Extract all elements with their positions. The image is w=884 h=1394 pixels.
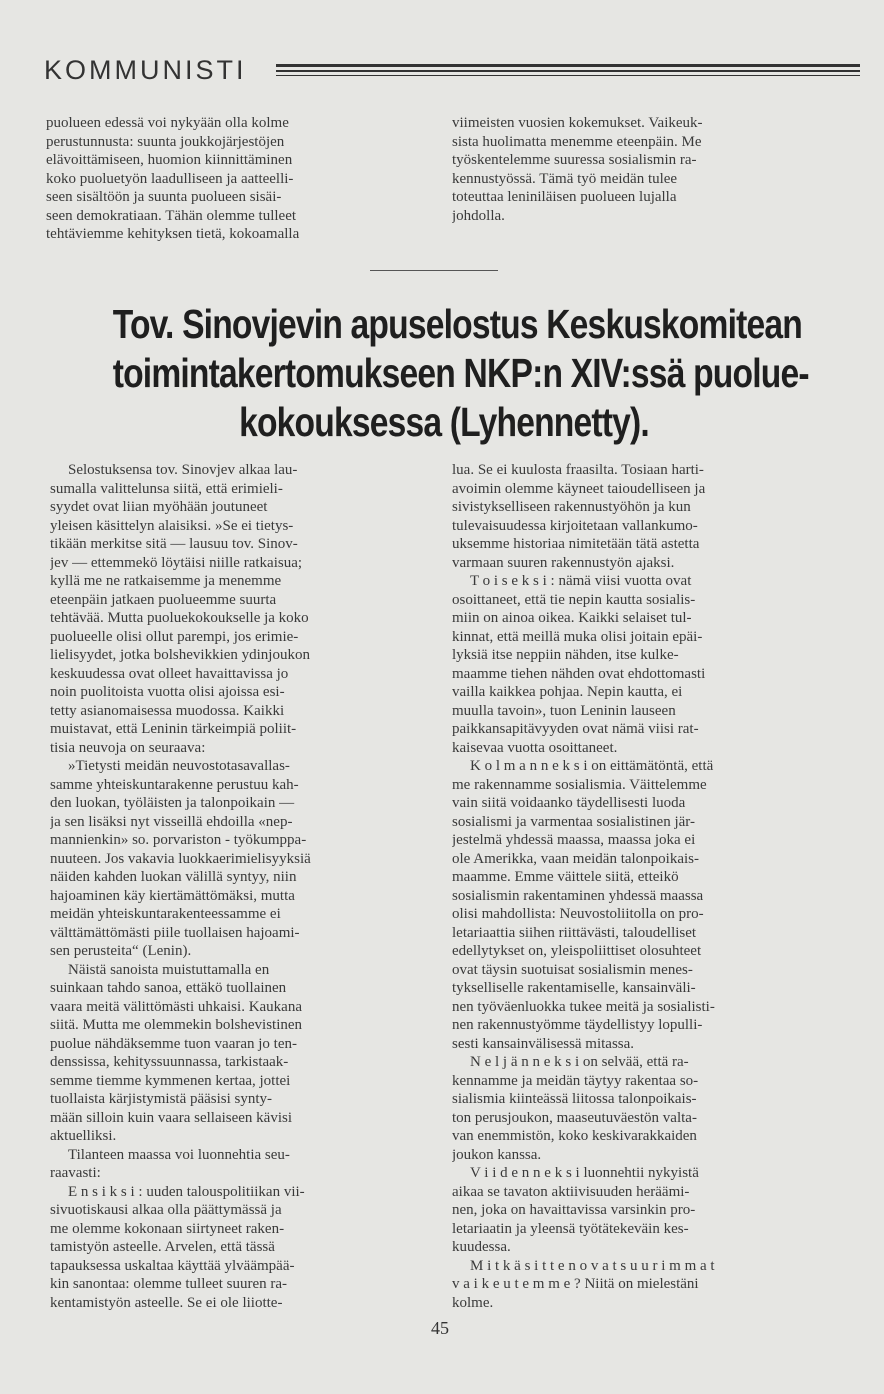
text-line: tehtäviemme kehityksen tietä, kokoamalla [46, 226, 300, 242]
intro-right-column [452, 114, 828, 225]
text-line: M i t k ä s i t t e n o v a t s u u r i m m a t [470, 1257, 715, 1274]
text-line: lielisyydet, jotka bolshevikkien ydinjoukon [50, 647, 310, 663]
text-line: eteenpäin jatkaen puolueemme suurta [50, 591, 277, 608]
text-line: sialismia kiinteässä liitossa talonpoikais- [452, 1091, 697, 1107]
text-line: näiden kahden luokan välillä syntyy, niin [50, 869, 297, 885]
text-line: siitä. Mutta me olemmekin bolshevistinen [50, 1017, 303, 1033]
text-line: puolueelle olisi ollut parempi, jos erimie- [50, 628, 299, 645]
text-line: lua. Se ei kuulosta fraasilta. Tosiaan harti- [452, 462, 704, 478]
text-line: den luokan, työläisten ja talonpoikain — [50, 795, 295, 811]
text-line: muulla tavoin», tuon Leninin lauseen [452, 702, 676, 719]
text-line: miin on ainoa oikea. Kaikki selaiset tul- [452, 610, 692, 626]
text-line: tapauksessa uskaltaa käyttää ylväämpää- [50, 1257, 295, 1274]
text-line: denssissa, kehityssuunnassa, tarkistaak- [50, 1054, 289, 1070]
text-line: kyllä me ne ratkaisemme ja menemme [50, 573, 282, 589]
text-line: perustunnusta: suunta joukkojärjestöjen [46, 133, 285, 150]
text-line: suinkaan tahdo sanoa, ettäkö tuollainen [50, 980, 287, 996]
text-line: olisi mahdollista: Neuvostoliitolla on pro- [452, 906, 704, 922]
article-headline [112, 300, 809, 447]
text-line: vailla kaikkea pohjaa. Nepin kautta, ei [452, 684, 683, 700]
text-line: keskuudessa ovat olleet havaittavissa jo [50, 665, 289, 682]
text-line: edellytykset on, yleispoliittiset olosuhteet [452, 943, 702, 959]
text-line: syydet ovat liian myöhään joutuneet [50, 499, 268, 515]
text-line: me rakennamme sosialismia. Väittelemme [452, 776, 707, 793]
text-line: muistavat, että Leninin tärkeimpiä poliit- [50, 721, 297, 737]
text-line: seen sisältöön ja suunta puolueen sisäi- [46, 189, 282, 205]
text-line: tikään merkitse sitä — lausuu tov. Sinov- [50, 536, 298, 552]
text-line: samme yhteiskuntarakenne perustuu kah- [50, 776, 299, 793]
text-line: letariaatin ja yleensä työtätekeväin kes- [452, 1220, 689, 1237]
text-line: tulevaisuudessa kirjoitetaan vallankumo- [452, 517, 698, 534]
text-line: jev — ettemmekö löytäisi niille ratkaisua; [50, 554, 303, 571]
text-line: hajoaminen käy kiertämättömäksi, mutta [50, 887, 295, 904]
text-line: semme tiemme kymmenen kertaa, jottei [50, 1072, 291, 1089]
text-line: uksemme historiaa nimitetään tätä astetta [452, 536, 700, 552]
text-line: vain siitä voidaanko täydellisesti luoda [452, 795, 686, 811]
text-line: me olemme kokonaan siirtyneet raken- [50, 1220, 285, 1237]
text-line: välttämättömästi piile tuollaisen hajoami- [50, 924, 300, 941]
text-line: mannienkin» so. porvariston - työkumppa- [50, 832, 307, 848]
text-line: kolme. [452, 1294, 494, 1311]
text-line: työskentelemme suuressa sosialismin ra- [452, 152, 697, 168]
text-line: maamme. Emme väittele siitä, etteikö [452, 869, 679, 885]
text-line: T o i s e k s i : nämä viisi vuotta ovat [470, 573, 692, 589]
body-right-column [452, 461, 828, 1312]
text-line: V i i d e n n e k s i luonnehtii nykyistä [470, 1165, 699, 1181]
headline-line: toimintakertomukseen NKP:n XIV:ssä puolue- [112, 350, 809, 396]
text-line: nuuteen. Jos vakavia luokkaerimielisyyksiä [50, 850, 311, 867]
text-line: sosialismi ja varmentaa sosialistinen jär- [452, 813, 695, 830]
text-line: mään silloin kuin vaara sellaiseen kävisi [50, 1109, 293, 1126]
text-line: Tilanteen maassa voi luonnehtia seu- [68, 1146, 290, 1163]
text-line: aikaa se tavaton aktiivisuuden heräämi- [452, 1183, 690, 1200]
text-line: tisia neuvoja on seuraava: [50, 739, 206, 756]
text-line: kin sanontaa: olemme tulleet suuren ra- [50, 1276, 288, 1292]
text-line: lyksiä itse neppiin nähden, itse kulke- [452, 647, 679, 663]
text-line: kennamme ja meidän täytyy rakentaa so- [452, 1072, 699, 1089]
text-line: nen rakennustyömme täydellistyy lopulli- [452, 1017, 703, 1033]
text-line: puolue nähdäksemme tuon vaaran jo ten- [50, 1035, 298, 1052]
text-line: toteuttaa leniniläisen puolueen lujalla [452, 189, 677, 205]
text-line: tamistyön asteelle. Arvelen, että tässä [50, 1239, 275, 1255]
text-line: maamme tiehen nähden ovat ehdottomasti [452, 665, 706, 682]
text-line: tehtävää. Mutta puoluekokoukselle ja koko [50, 610, 309, 626]
text-line: koko puoluetyön laadulliseen ja aatteelli- [46, 170, 294, 187]
text-line: N e l j ä n n e k s i on selvää, että ra- [470, 1054, 689, 1070]
text-line: letariaattia siihen riittävästi, taloudelliset [452, 924, 697, 941]
text-line: sen perusteita“ (Lenin). [50, 943, 192, 959]
text-line: seen demokratiaan. Tähän olemme tulleet [46, 207, 297, 224]
text-line: varmaan suuren rakennustyön ajaksi. [452, 554, 675, 571]
text-line: tetty asianomaisessa muodossa. Kaikki [50, 702, 285, 719]
text-line: K o l m a n n e k s i on eittämätöntä, että [470, 758, 714, 774]
intro-left-column [46, 114, 420, 244]
text-line: tuollaista kärjistymistä pääsisi synty- [50, 1091, 273, 1107]
section-divider [370, 270, 498, 271]
text-line: van enemmistön, koko keskivarakkaiden [452, 1128, 697, 1144]
text-line: kentamistyön asteelle. Se ei ole liiotte- [50, 1294, 283, 1311]
text-line: kinnat, että meillä muka olisi joitain epäi- [452, 628, 703, 645]
text-line: avoimin olemme käyneet taioudelliseen ja [452, 480, 706, 497]
text-line: osoittaneet, että tie nepin kautta sosialis- [452, 591, 696, 608]
text-line: kuudessa. [452, 1239, 511, 1255]
text-line: nen työväenluokka tukee meitä ja sosialisti- [452, 998, 715, 1015]
text-line: meidän yhteiskuntarakenteessamme ei [50, 906, 281, 922]
text-line: Selostuksensa tov. Sinovjev alkaa lau- [68, 462, 298, 478]
text-line: noin puolitoista vuotta olisi ajoissa esi- [50, 684, 285, 700]
text-line: v a i k e u t e m m e ? Niitä on mielestäni [452, 1276, 699, 1292]
text-line: elävoittämiseen, huomion kiinnittäminen [46, 152, 293, 168]
text-line: Näistä sanoista muistuttamalla en [68, 961, 270, 978]
text-line: sosialismin rakentaminen yhdessä maassa [452, 887, 704, 904]
text-line: kennustyössä. Tämä työ meidän tulee [452, 170, 678, 187]
text-line: sumalla valittelunsa siitä, että erimieli- [50, 480, 283, 497]
text-line: kaisevaa vuotta osoittaneet. [452, 739, 618, 756]
text-line: jestelmä yhdessä maassa, maassa joka ei [452, 832, 696, 848]
text-line: viimeisten vuosien kokemukset. Vaikeuk- [452, 115, 703, 131]
text-line: puolueen edessä voi nykyään olla kolme [46, 115, 289, 131]
text-line: johdolla. [452, 207, 505, 224]
page-number: 45 [431, 1318, 449, 1338]
text-line: ja sen lisäksi nyt visseillä ehdoilla «nep- [50, 813, 293, 830]
body-left-column [50, 461, 424, 1312]
text-line: raavasti: [50, 1165, 101, 1181]
text-line: paikkansapitävyyden ovat nämä viisi rat- [452, 721, 699, 737]
text-line: tykselliselle rakentamiselle, kansainväli- [452, 980, 696, 996]
header-rule [276, 64, 860, 79]
text-line: sesti kansainvälisessä mitassa. [452, 1035, 635, 1052]
text-line: »Tietysti meidän neuvostotasavallas- [68, 758, 290, 774]
text-line: yleisen käsittelyn alaisiksi. »Se ei tietys- [50, 517, 294, 534]
text-line: vaara meitä välittömästi uhkaisi. Kaukana [50, 998, 302, 1015]
text-line: sista huolimatta menemme eteenpäin. Me [452, 133, 702, 150]
text-line: sivuotiskausi alkaa olla päättymässä ja [50, 1202, 282, 1218]
running-header [44, 52, 824, 92]
text-line: aktuelliksi. [50, 1128, 117, 1144]
text-line: nen, joka on havaittavissa varsinkin pro- [452, 1202, 696, 1218]
text-line: E n s i k s i : uuden talouspolitiikan vii- [68, 1183, 305, 1200]
text-line: sivistykselliseen rakennustyöhön ja kun [452, 499, 691, 515]
text-line: joukon kanssa. [452, 1146, 542, 1163]
text-line: ole Amerikka, vaan meidän talonpoikais- [452, 850, 700, 867]
text-line: ton perusjoukon, maaseutuväestön valta- [452, 1109, 697, 1126]
text-line: ovat täysin suotuisat sosialismin menes- [452, 961, 693, 978]
headline-line: Tov. Sinovjevin apuselostus Keskuskomitean [112, 301, 802, 347]
headline-line: kokouksessa (Lyhennetty). [239, 399, 649, 445]
running-title: KOMMUNISTI [44, 55, 247, 85]
